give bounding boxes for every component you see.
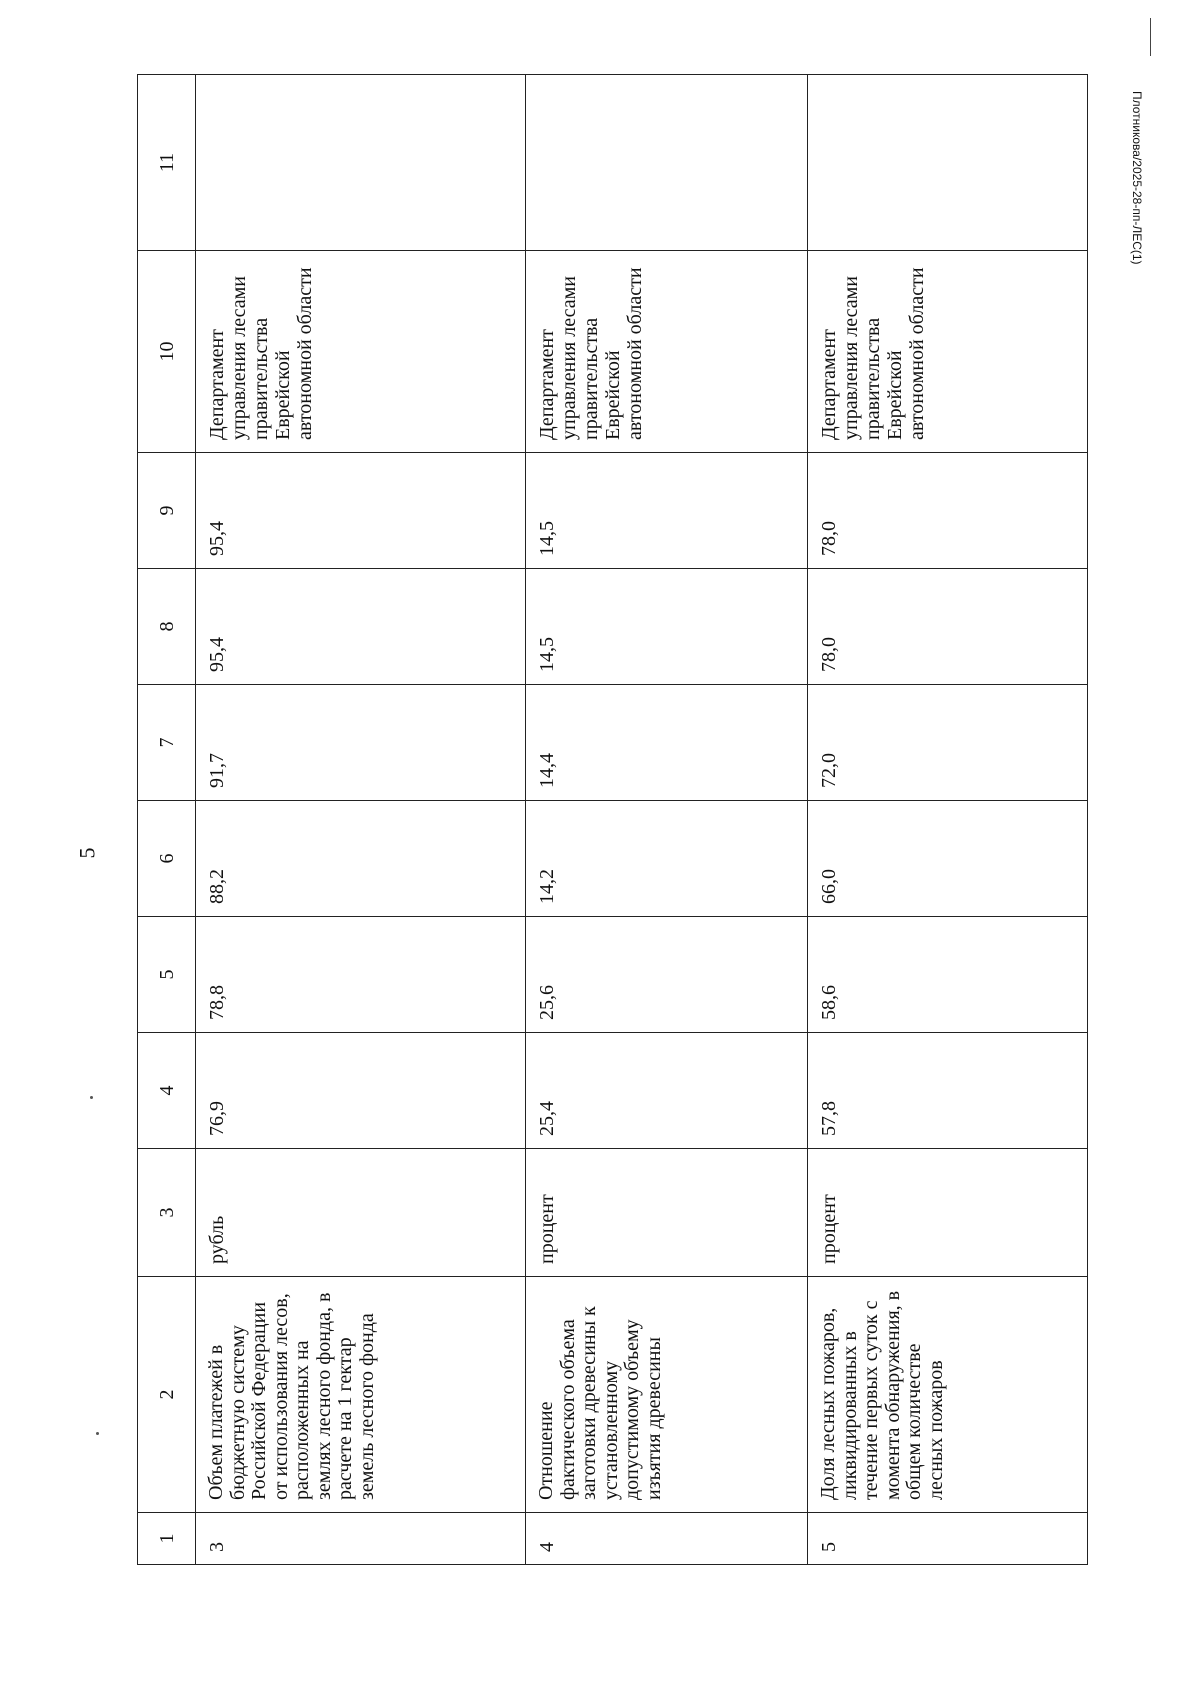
row-number: 3	[196, 1513, 526, 1565]
value-cell: 14,4	[526, 685, 808, 801]
value-cell: 72,0	[808, 685, 1088, 801]
table-row	[808, 75, 1088, 1565]
value-cell: 95,4	[196, 453, 526, 569]
value-cell: 14,5	[526, 453, 808, 569]
note-cell	[808, 75, 1088, 251]
indicator-name: Отношение фактического объема заготовки древесины к установленному допустимому объему изъятия древесины	[526, 1277, 808, 1513]
rotated-table-container	[137, 75, 1087, 1565]
scan-edge-line	[1150, 18, 1151, 56]
value-cell: 14,5	[526, 569, 808, 685]
column-header: 6	[138, 801, 196, 917]
note-cell	[526, 75, 808, 251]
value-cell: 78,0	[808, 569, 1088, 685]
value-cell: 95,4	[196, 569, 526, 685]
indicator-name: Объем платежей в бюджетную систему Российской Федерации от использования лесов, расположенных на землях лесного фонда, в расчете на 1 гектар земель лесного фонда	[196, 1277, 526, 1513]
unit-cell: процент	[526, 1149, 808, 1277]
value-cell: 91,7	[196, 685, 526, 801]
note-cell	[196, 75, 526, 251]
value-cell: 66,0	[808, 801, 1088, 917]
responsible-cell: Департамент управления лесами правительства Еврейской автономной области	[808, 251, 1088, 453]
value-cell: 76,9	[196, 1033, 526, 1149]
indicators-table	[137, 74, 1088, 1565]
table-row	[526, 75, 808, 1565]
value-cell: 25,6	[526, 917, 808, 1033]
column-header: 2	[138, 1277, 196, 1513]
responsible-cell: Департамент управления лесами правительства Еврейской автономной области	[196, 251, 526, 453]
column-header: 5	[138, 917, 196, 1033]
column-header: 9	[138, 453, 196, 569]
page-number: 5	[74, 847, 100, 859]
column-header: 11	[138, 75, 196, 251]
table-row	[196, 75, 526, 1565]
footer-code: Плотникова/2025-28-пп-ЛЕС(1)	[1130, 91, 1144, 265]
value-cell: 88,2	[196, 801, 526, 917]
column-header: 1	[138, 1513, 196, 1565]
column-header: 4	[138, 1033, 196, 1149]
value-cell: 14,2	[526, 801, 808, 917]
unit-cell: процент	[808, 1149, 1088, 1277]
responsible-cell: Департамент управления лесами правительства Еврейской автономной области	[526, 251, 808, 453]
value-cell: 58,6	[808, 917, 1088, 1033]
indicator-name: Доля лесных пожаров, ликвидированных в течение первых суток с момента обнаружения, в общем количестве лесных пожаров	[808, 1277, 1088, 1513]
value-cell: 57,8	[808, 1033, 1088, 1149]
header-row	[138, 75, 196, 1565]
column-header: 3	[138, 1149, 196, 1277]
column-header: 8	[138, 569, 196, 685]
row-number: 5	[808, 1513, 1088, 1565]
scan-speck	[96, 1432, 99, 1435]
column-header: 7	[138, 685, 196, 801]
unit-cell: рубль	[196, 1149, 526, 1277]
scan-speck	[90, 1096, 93, 1099]
value-cell: 78,8	[196, 917, 526, 1033]
value-cell: 25,4	[526, 1033, 808, 1149]
row-number: 4	[526, 1513, 808, 1565]
column-header: 10	[138, 251, 196, 453]
value-cell: 78,0	[808, 453, 1088, 569]
